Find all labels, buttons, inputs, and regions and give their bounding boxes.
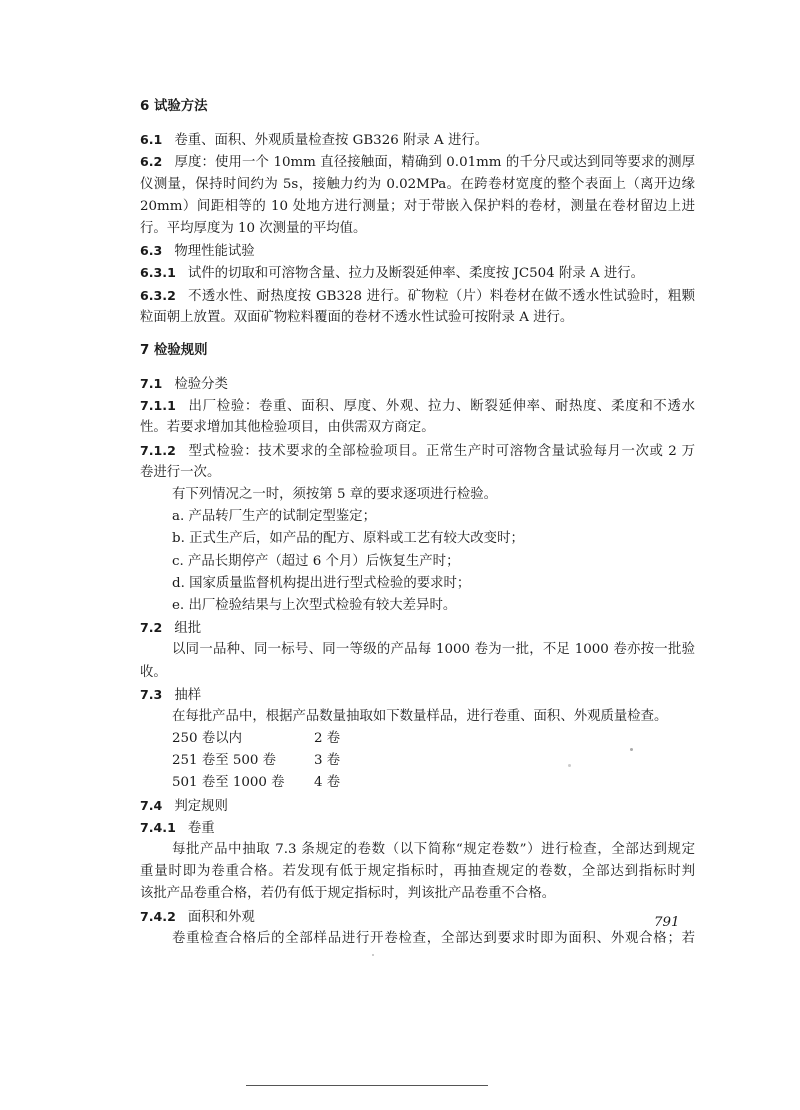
scan-speck xyxy=(630,748,633,751)
clause-number: 6.2 xyxy=(140,154,163,170)
sample-range: 251 卷至 500 卷 xyxy=(172,753,277,769)
clause-number: 6.1 xyxy=(140,132,163,148)
clause-number: 7.4.2 xyxy=(140,908,176,924)
document-body xyxy=(140,96,695,950)
clause-intro: 在每批产品中，根据产品数量抽取如下数量样品，进行卷重、面积、外观质量检查。 xyxy=(172,708,668,724)
list-item: c. 产品长期停产（超过 6 个月）后恢复生产时； xyxy=(172,553,460,569)
clause-text: 卷重、面积、外观质量检查按 GB326 附录 A 进行。 xyxy=(174,133,489,149)
clause-title: 判定规则 xyxy=(174,798,228,814)
page-number: 791 xyxy=(654,915,680,930)
clause-text: 出厂检验：卷重、面积、厚度、外观、拉力、断裂延伸率、耐热度、柔度和不透水 xyxy=(187,399,695,415)
list-item: e. 出厂检验结果与上次型式检验有较大差异时。 xyxy=(172,597,457,613)
clause-number: 6.3.2 xyxy=(140,287,176,303)
clause-text: 型式检验：技术要求的全部检验项目。正常生产时可溶物含量试验每月一次或 2 万 xyxy=(187,443,695,459)
clause-text: 每批产品中抽取 7.3 条规定的卷数（以下简称“规定卷数”）进行检查，全部达到规定 xyxy=(172,842,695,857)
clause-text: 以同一品种、同一标号、同一等级的产品每 1000 卷为一批，不足 1000 卷亦按一批验 xyxy=(172,642,695,658)
clause-title: 组批 xyxy=(174,621,202,637)
clause-title: 物理性能试验 xyxy=(174,244,255,260)
clause-text: 收。 xyxy=(140,664,167,680)
sample-range: 501 卷至 1000 卷 xyxy=(172,775,285,791)
clause-6-3-2 xyxy=(140,285,695,329)
clause-title: 抽样 xyxy=(174,687,202,703)
clause-number: 7.2 xyxy=(140,620,163,636)
sample-count: 3 卷 xyxy=(314,753,341,769)
clause-text: 卷进行一次。 xyxy=(140,464,221,480)
clause-number: 7.1 xyxy=(140,376,163,392)
clause-title: 检验分类 xyxy=(174,377,228,393)
clause-6-3-1 xyxy=(140,262,695,284)
clause-7-3 xyxy=(140,684,695,795)
sample-count: 4 卷 xyxy=(314,775,341,791)
clause-6-1 xyxy=(140,129,695,151)
clause-text: 行。平均厚度为 10 次测量的平均值。 xyxy=(140,220,367,236)
clause-number: 7.3 xyxy=(140,686,163,702)
clause-number: 7.1.2 xyxy=(140,442,176,458)
clause-text: 厚度：使用一个 10mm 直径接触面，精确到 0.01mm 的千分尺或达到同等要求的测厚 xyxy=(174,155,695,171)
clause-text: 卷重检查合格后的全部样品进行开卷检查，全部达到要求时即为面积、外观合格；若 xyxy=(172,930,695,946)
clause-number: 6.3.1 xyxy=(140,265,176,281)
section-7-heading: 7 检验规则 xyxy=(140,342,208,358)
clause-text: 性。若要求增加其他检验项目，由供需双方商定。 xyxy=(140,420,435,436)
clause-text: 粒面朝上放置。双面矿物粒料覆面的卷材不透水性试验可按附录 A 进行。 xyxy=(140,309,574,325)
clause-6-2 xyxy=(140,151,695,240)
list-item: d. 国家质量监督机构提出进行型式检验的要求时； xyxy=(172,575,471,591)
clause-text: 该批产品卷重合格，若仍有低于规定指标时，判该批产品卷重不合格。 xyxy=(140,886,556,902)
clause-7-1-1 xyxy=(140,395,695,439)
clause-text: 重量时即为卷重合格。若发现有低于规定指标时，再抽查规定的卷数，全部达到指标时判 xyxy=(140,864,695,880)
clause-text: 试件的切取和可溶物含量、拉力及断裂延伸率、柔度按 JC504 附录 A 进行。 xyxy=(187,266,645,282)
clause-7-4-2 xyxy=(140,906,695,950)
clause-number: 7.4 xyxy=(140,797,163,813)
clause-text: 不透水性、耐热度按 GB328 进行。矿物粒（片）料卷材在做不透水性试验时，粗颗 xyxy=(187,288,695,304)
clause-text: 20mm）间距相等的 10 处地方进行测量；对于带嵌入保护料的卷材，测量在卷材留边上进 xyxy=(140,198,695,214)
clause-7-4 xyxy=(140,795,695,817)
clause-7-1 xyxy=(140,373,695,395)
clause-6-3 xyxy=(140,240,695,262)
sample-count: 2 卷 xyxy=(314,731,341,747)
clause-number: 6.3 xyxy=(140,243,163,259)
list-item: a. 产品转厂生产的试制定型鉴定； xyxy=(172,509,376,525)
section-6-heading: 6 试验方法 xyxy=(140,99,208,114)
sample-row xyxy=(140,750,695,772)
scan-speck xyxy=(568,764,571,767)
footer-rule xyxy=(246,1085,488,1086)
sample-row xyxy=(140,728,695,750)
scan-speck xyxy=(372,954,374,956)
sample-row xyxy=(140,772,695,794)
clause-text: 仪测量，保持时间约为 5s，接触力约为 0.02MPa。在跨卷材宽度的整个表面上（离开边缘 xyxy=(140,176,695,192)
clause-7-2 xyxy=(140,617,695,684)
clause-intro: 有下列情况之一时，须按第 5 章的要求逐项进行检验。 xyxy=(172,487,498,502)
clause-number: 7.1.1 xyxy=(140,398,176,414)
sample-range: 250 卷以内 xyxy=(172,731,242,747)
clause-number: 7.4.1 xyxy=(140,819,176,835)
clause-7-4-1 xyxy=(140,817,695,906)
list-item: b. 正式生产后，如产品的配方、原料或工艺有较大改变时； xyxy=(172,531,524,547)
clause-title: 面积和外观 xyxy=(187,909,255,925)
clause-title: 卷重 xyxy=(187,820,215,836)
clause-7-1-2 xyxy=(140,440,695,618)
